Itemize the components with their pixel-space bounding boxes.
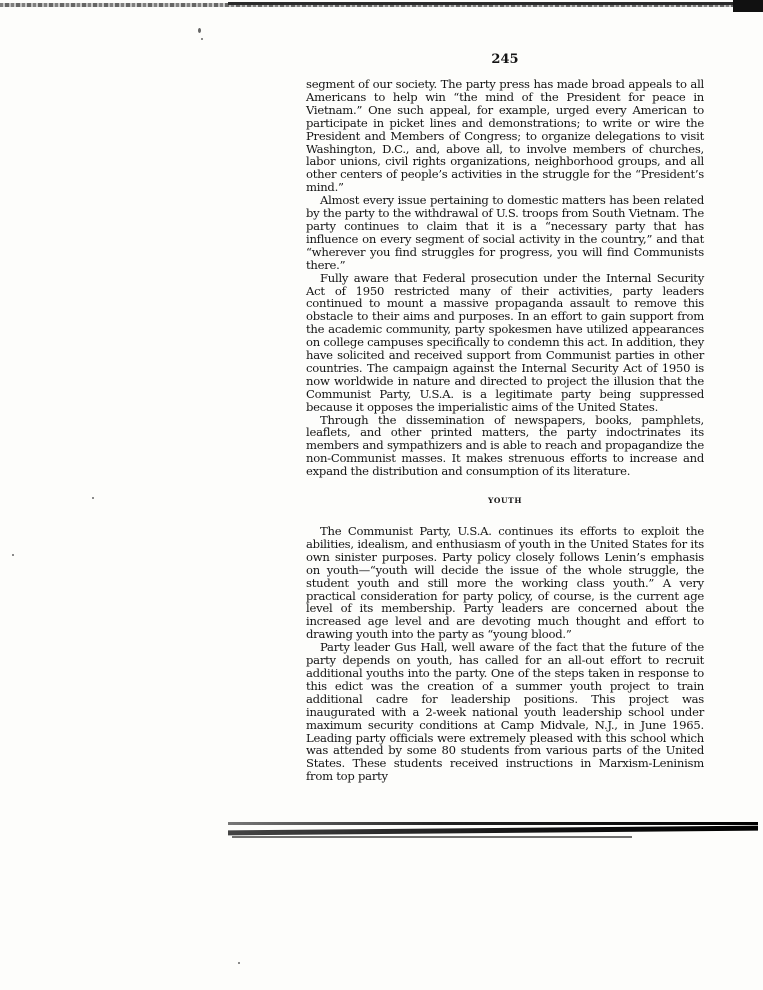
page-number: 245 [491,52,519,67]
top-scan-edge [228,2,763,5]
body-paragraph: Fully aware that Federal prosecution under the Internal Security Act of 1950 restricted many of their activities, party leaders continued to mount a massive propaganda assault to remove this obstacle to their aims and purposes. In an effort to gain support from the academic community, party spokesmen have utilized appearances on college campuses specifically to condemn this act. In addition, they have solicited and received support from Communist parties in other countries. The campaign against the Internal Security Act of 1950 is now worldwide in nature and directed to project the illusion that the Communist Party, U.S.A. is a legitimate party being suppressed because it opposes the imperialistic aims of the United States. [306,270,704,414]
body-paragraph: The Communist Party, U.S.A. continues its efforts to exploit the abilities, idealism, and enthusiasm of youth in the United States for its own sinister purposes. Party policy closely follows Lenin’s emphasis on youth—“youth will decide the issue of the whole struggle, the student youth and still more the working class youth.” A very practical consideration for party policy, of course, is the current age level of its membership. Party leaders are concerned about the increased age level and are devoting much thought and effort to drawing youth into the party as “young blood.” [306,524,704,642]
body-paragraph: Through the dissemination of newspapers, books, pamphlets, leaflets, and other printed matters, the party indoctrinates its members and sympathizers and is able to reach and propagandize the non-Communist masses. It makes strenuous efforts to increase and expand the distribution and consumption of its literature. [306,412,704,479]
document-body [306,78,704,783]
body-paragraph: Almost every issue pertaining to domestic matters has been related by the party to the withdrawal of U.S. troops from South Vietnam. The party continues to claim that it is a “necessary party that has influence on every segment of social activity in the country,” and that “wherever you find struggles for progress, you will find Communists there.” [306,193,704,272]
scan-speck [198,28,201,33]
body-paragraph: Party leader Gus Hall, well aware of the fact that the future of the party depends on youth, has called for an all-out effort to recruit additional youths into the party. One of the steps taken in response to this edict was the creation of a summer youth project to train additional cadre for leadership positions. This project was inaugurated with a 2-week national youth leadership school under maximum security conditions at Camp Midvale, N.J., in June 1965. Leading party officials were extremely pleased with this school which was attended by some 80 students from various parts of the United States. These students received instructions in Marxism-Leninism from top party [306,640,704,784]
scan-speck [201,38,203,40]
scan-speck [92,497,94,499]
bottom-scan-edge [228,826,758,836]
bottom-scan-edge [228,822,758,825]
bottom-scan-edge [232,836,632,838]
scan-speck [238,962,240,964]
body-paragraph: segment of our society. The party press has made broad appeals to all Americans to help win “the mind of the President for peace in Vietnam.” One such appeal, for example, urged every American to participate in picket lines and demonstrations; to write or wire the President and Members of Congress; to organize delegations to visit Washington, D.C., and, above all, to involve members of churches, labor unions, civil rights organizations, neighborhood groups, and all other centers of people’s activities in the struggle for the “President’s mind.” [306,77,704,195]
section-heading-youth: YOUTH [487,496,523,506]
corner-scan-mark [733,0,763,12]
scan-speck [12,554,14,556]
